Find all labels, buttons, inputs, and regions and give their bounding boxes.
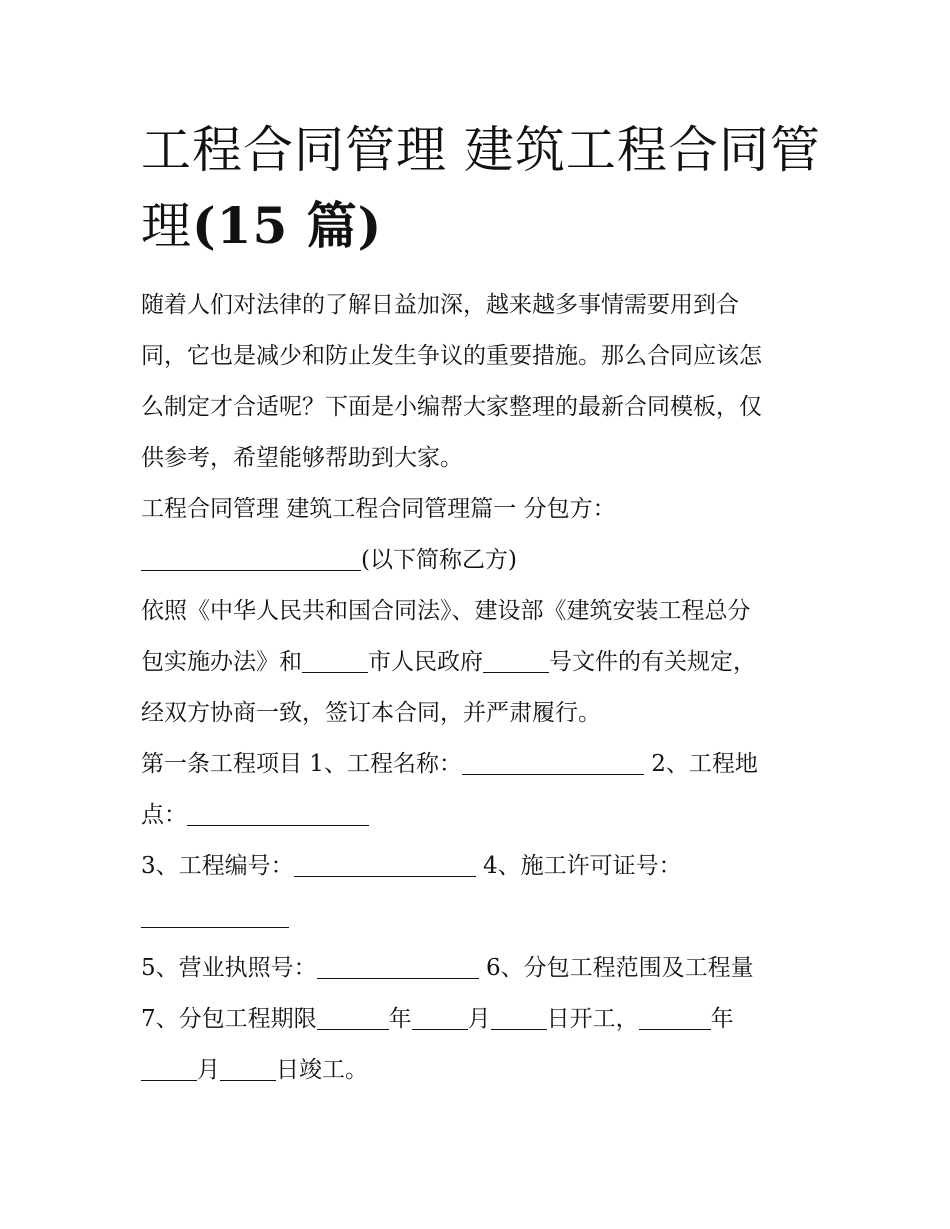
article1-line-2 (141, 790, 821, 841)
start-year-unit: 年 (388, 1006, 412, 1032)
end-year-unit: 年 (710, 1006, 734, 1032)
intro-line-2: 同，它也是减少和防止发生争议的重要措施。那么合同应该怎 (141, 343, 762, 369)
title-count: (15 篇) (192, 196, 383, 255)
article1-line-3 (141, 841, 821, 892)
start-day-unit: 日开工， (546, 1006, 639, 1032)
end-month-unit: 月 (197, 1057, 220, 1083)
start-day-blank (491, 1007, 547, 1030)
preamble-line-1: 依照《中华人民共和国合同法》、建设部《建筑安装工程总分 (141, 598, 751, 624)
project-location-blank (187, 803, 369, 826)
preamble-text-b: 市人民政府 (368, 649, 483, 675)
title-line-2: 理 (141, 197, 192, 255)
intro-line-3: 么制定才合适呢？下面是小编帮大家整理的最新合同模板，仅 (141, 394, 762, 420)
business-license-label: 5、营业执照号： (141, 955, 317, 981)
document-title (141, 112, 821, 264)
document-number-blank (483, 650, 549, 673)
intro-line-1: 随着人们对法律的了解日益加深，越来越多事情需要用到合 (141, 292, 739, 318)
permit-number-label: 4、施工许可证号： (475, 853, 682, 879)
project-location-label-a: 2、工程地 (643, 751, 758, 777)
title-line-1: 工程合同管理 建筑工程合同管 (141, 121, 821, 179)
scope-label: 6、分包工程范围及工程量 (478, 955, 754, 981)
document-body (141, 280, 821, 1096)
end-year-blank (639, 1007, 711, 1030)
preamble-text-a: 包实施办法》和 (141, 649, 302, 675)
subcontractor-blank (141, 548, 361, 571)
article1-line-7 (141, 1045, 821, 1096)
preamble-line-2 (141, 637, 821, 688)
period-label: 7、分包工程期限 (141, 1006, 317, 1032)
preamble-line-3: 经双方协商一致，签订本合同，并严肃履行。 (141, 700, 601, 726)
end-month-blank (141, 1058, 197, 1081)
end-day-blank (220, 1058, 276, 1081)
business-license-blank (317, 956, 479, 979)
article1-line-5 (141, 943, 821, 994)
project-number-blank (294, 854, 476, 877)
start-month-blank (412, 1007, 468, 1030)
project-name-blank (462, 752, 644, 775)
intro-line-4: 供参考，希望能够帮助到大家。 (141, 445, 463, 471)
article1-line-1 (141, 739, 821, 790)
preamble-text-c: 号文件的有关规定， (549, 649, 756, 675)
start-year-blank (317, 1007, 389, 1030)
project-location-label-b: 点： (141, 802, 187, 828)
permit-number-blank (141, 905, 289, 928)
end-day-unit: 日竣工。 (276, 1057, 368, 1083)
subcontractor-line (141, 535, 821, 586)
city-blank (302, 650, 368, 673)
section-heading: 工程合同管理 建筑工程合同管理篇一 分包方： (141, 496, 616, 522)
article1-line-6 (141, 994, 821, 1045)
document-content (141, 112, 821, 1096)
article1-line-4 (141, 892, 821, 943)
project-name-label: 第一条工程项目 1、工程名称： (141, 751, 462, 777)
start-month-unit: 月 (467, 1006, 491, 1032)
subcontractor-suffix: (以下简称乙方) (361, 547, 517, 573)
project-number-label: 3、工程编号： (141, 853, 294, 879)
